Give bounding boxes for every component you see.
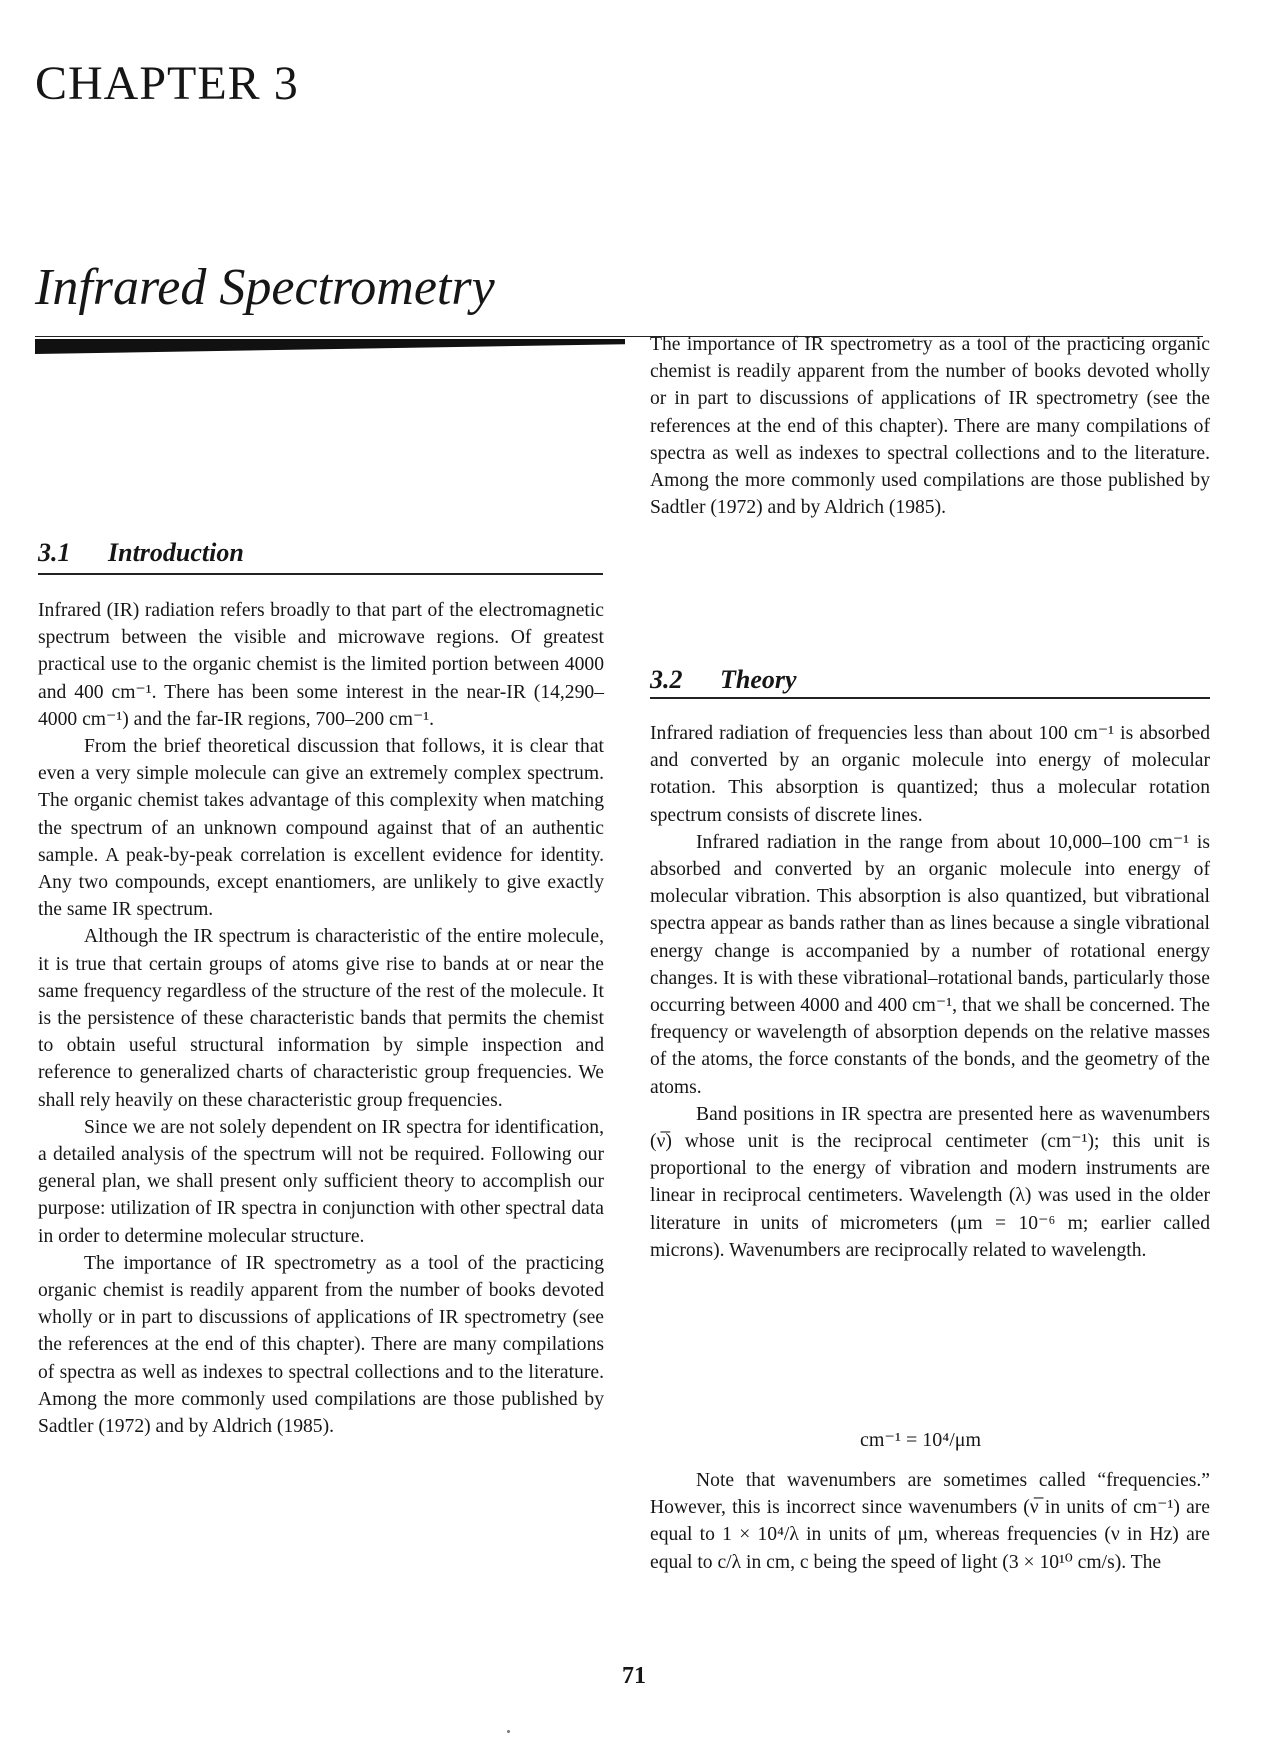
section-number: 3.2	[650, 665, 683, 694]
paragraph: Infrared (IR) radiation refers broadly to that part of the electromagnetic spectrum between the visible and microwave regions. Of greatest practical use to the organic chemist is the limited portion between 4000 and 400 cm⁻¹. There has been some interest in the near-IR (14,290–4000 cm⁻¹) and the far-IR regions, 700–200 cm⁻¹.	[38, 600, 604, 730]
right-column-text	[650, 720, 1210, 1264]
left-column-text	[38, 597, 604, 1464]
page-number: 71	[622, 1663, 646, 1689]
section-title: Theory	[720, 665, 797, 694]
chapter-label: CHAPTER 3	[35, 57, 299, 110]
section-heading-introduction	[38, 540, 244, 566]
paragraph-continuation: The importance of IR spectrometry as a tool of the practicing organic chemist is readily apparent from the number of books devoted wholly or in part to discussions of applications of IR spectrometry (see the references at the end of this chapter). There are many compilations of spectra as well as indexes to spectral collections and to the literature. Among the more commonly used compilations are those published by Sadtler (1972) and by Aldrich (1985).	[650, 334, 1210, 519]
chapter-title: Infrared Spectrometry	[35, 259, 495, 316]
paragraph: Since we are not solely dependent on IR spectra for identification, a detailed analysis of the spectrum will not be required. Following our general plan, we shall present only sufficient theory to accomplish our purpose: utilization of IR spectra in conjunction with other spectral data in order to determine molecular structure.	[38, 1116, 604, 1247]
paragraph: The importance of IR spectrometry as a tool of the practicing organic chemist is readily apparent from the number of books devoted wholly or in part to discussions of applications of IR spectrometry (see the references at the end of this chapter). There are many compilations of spectra as well as indexes to spectral collections and to the literature. Among the more commonly used compilations are those published by Sadtler (1972) and by Aldrich (1985).	[38, 1252, 604, 1438]
title-rule-thick	[35, 339, 625, 354]
section-number: 3.1	[38, 538, 71, 567]
paragraph: Although the IR spectrum is characteristic of the entire molecule, it is true that certain groups of atoms give rise to bands at or near the same frequency regardless of the structure of the rest of the molecule. It is the persistence of these characteristic bands that permits the chemist to obtain useful structural information by simple inspection and reference to generalized charts of characteristic group frequencies. We shall rely heavily on these characteristic group frequencies.	[38, 926, 604, 1111]
paragraph: From the brief theoretical discussion that follows, it is clear that even a very simple molecule can give an extremely complex spectrum. The organic chemist takes advantage of this complexity when matching the spectrum of an unknown compound against that of an authentic sample. A peak-by-peak correlation is excellent evidence for identity. Any two compounds, except enantiomers, are unlikely to give exactly the same IR spectrum.	[38, 736, 604, 921]
paragraph: Note that wavenumbers are sometimes called “frequencies.” However, this is incorrect since wavenumbers (ν̅ in units of cm⁻¹) are equal to 1 × 10⁴/λ in units of μm, whereas frequencies (ν in Hz) are equal to c/λ in cm, c being the speed of light (3 × 10¹⁰ cm/s). The	[650, 1470, 1210, 1573]
scan-speck	[507, 1730, 510, 1733]
right-column-continuation	[650, 334, 1210, 603]
paragraph: Infrared radiation in the range from about 10,000–100 cm⁻¹ is absorbed and converted by an organic molecule into energy of molecular vibration. This absorption is also quantized, but vibrational spectra appear as bands rather than as lines because a single vibrational energy change is accompanied by a number of rotational energy changes. It is with these vibrational–rotational bands, particularly those occurring between 4000 and 400 cm⁻¹, that we shall be concerned. The frequency or wavelength of absorption depends on the relative masses of the atoms, the force constants of the bonds, and the geometry of the atoms.	[650, 831, 1210, 1098]
right-column-text-lower	[650, 1467, 1210, 1576]
section-rule-introduction	[38, 573, 603, 575]
section-rule-theory	[650, 697, 1210, 699]
section-title: Introduction	[108, 538, 244, 567]
paragraph: Band positions in IR spectra are presented here as wavenumbers (ν̅) whose unit is the reciprocal centimeter (cm⁻¹); this unit is proportional to the energy of vibration and modern instruments are linear in reciprocal centimeters. Wavelength (λ) was used in the older literature in units of micrometers (μm = 10⁻⁶ m; earlier called microns). Wavenumbers are reciprocally related to wavelength.	[650, 1103, 1210, 1261]
section-heading-theory	[650, 667, 797, 693]
equation: cm⁻¹ = 10⁴/μm	[860, 1429, 982, 1451]
paragraph: Infrared radiation of frequencies less than about 100 cm⁻¹ is absorbed and converted by an organic molecule into energy of molecular rotation. This absorption is quantized; thus a molecular rotation spectrum consists of discrete lines.	[650, 723, 1210, 826]
